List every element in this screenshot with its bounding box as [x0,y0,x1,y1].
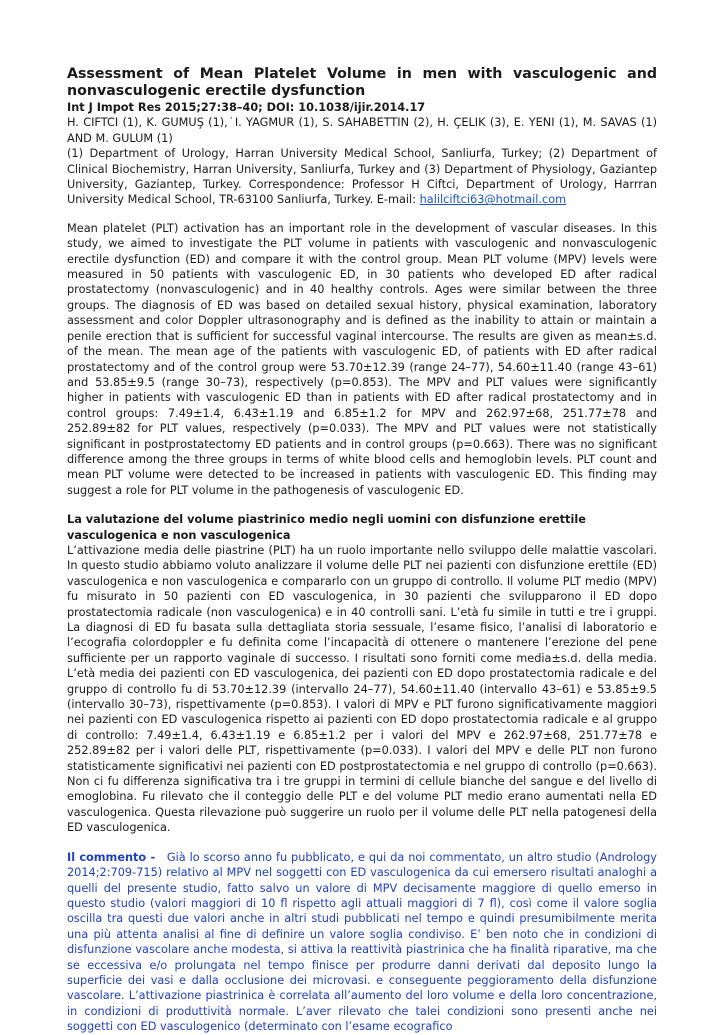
abstract-english: Mean platelet (PLT) activation has an important role in the development of vascular diseases. In this study, we aimed to investigate the PLT volume in patients with vasculogenic and nonvasculogenic erectile dysfunction (ED) and compare it with the control group. Mean PLT volume (MPV) levels were measured in 50 patients with vasculogenic ED, in 30 patients who developed ED after radical prostatectomy (nonvasculogenic) and in 40 healthy controls. Ages were similar between the three groups. The diagnosis of ED was based on detailed sexual history, physical examination, laboratory assessment and color Doppler ultrasonography and is defined as the inability to attain or maintain a penile erection that is sufficient for successful vaginal intercourse. The results are given as mean±s.d. of the mean. The mean age of the patients with vasculogenic ED, of patients with ED after radical prostatectomy and of the control group were 53.70±12.39 (range 24–77), 54.60±11.40 (range 43–61) and 53.85±9.5 (range 30–73), respectively (p=0.853). The MPV and PLT values were significantly higher in patients with vasculogenic ED than in patients with ED after radical prostatectomy and in control groups: 7.49±1.4, 6.43±1.19 and 6.85±1.2 for MPV and 262.97±68, 251.77±78 and 252.89±82 for PLT values, respectively (p=0.033). The MPV and PLT values were not statistically significant in postprostatectomy ED patients and in control groups (p=0.663). There was no significant difference among the three groups in terms of white blood cells and hemoglobin levels. PLT count and mean PLT volume were detected to be increased in patients with vasculogenic ED. This finding may suggest a role for PLT volume in the pathogenesis of vasculogenic ED. [67,221,657,497]
italian-abstract: L’attivazione media delle piastrine (PLT) ha un ruolo importante nello sviluppo delle malattie vascolari. In questo studio abbiamo voluto analizzare il volume delle PLT nei pazienti con disfunzione erettile (ED) vasculogenica e non vasculogenica e compararlo con un gruppo di controllo. Il volume PLT medio (MPV) fu misurato in 50 pazienti con ED vasculogenica, in 30 pazienti che svilupparono il ED dopo prostatectomia radicale (non vasculogenica) e in 40 controlli sani. L’età fu simile in tutti e tre i gruppi. La diagnosi di ED fu basata sulla dettagliata storia sessuale, l’esame fisico, l’analisi di laboratorio e l’ecografia colordoppler e fu definita come l’incapacità di ottenere o mantenere l’erezione del pene sufficiente per un rapporto vaginale di successo. I risultati sono forniti come media±s.d. della media. L’età media dei pazienti con ED vasculogenica, dei pazienti con ED dopo prostatectomia radicale e del gruppo di controllo fu di 53.70±12.39 (intervallo 24–77), 54.60±11.40 (intervallo 43–61) e 53.85±9.5 (intervallo 30–73), rispettivamente (p=0.853). I valori di MPV e PLT furono significativamente maggiori nei pazienti con ED vasculogenica rispetto ai pazienti con ED dopo prostatectomia radicale e al gruppo di controllo: 7.49±1.4, 6.43±1.19 e 6.85±1.2 per i valori del MPV e 262.97±68, 251.77±78 e 252.89±82 per i valori delle PLT, rispettivamente (p=0.033). I valori del MPV e delle PLT non furono statisticamente significativi nei pazienti con ED postprostatectomia e nel gruppo di controllo (p=0.663). Non ci fu differenza significativa tra i tre gruppi in termini di cellule bianche del sangue e del livello di emoglobina. Fu rilevato che il conteggio delle PLT e del volume PLT medio erano aumentati nella ED vasculogenica. Questa rilevazione può suggerire un ruolo per il volume delle PLT nella patogenesi della ED vasculogenica. [67,543,657,835]
article-citation: Int J Impot Res 2015;27:38–40; DOI: 10.1038/ijir.2014.17 [67,101,426,114]
italian-title: La valutazione del volume piastrinico medio negli uomini con disfunzione erettile vasculogenica e non vasculogenica [67,513,586,542]
comment-section [67,850,657,1035]
article-title: Assessment of Mean Platelet Volume in men with vasculogenic and nonvasculogenic erectile dysfunction [67,66,657,99]
email-link[interactable]: halilciftci63@hotmail.com [419,193,567,207]
affiliations-text: (1) Department of Urology, Harran University Medical School, Sanliurfa, Turkey; (2) Department of Clinical Biochemistry, Harran University, Sanliurfa, Turkey and (3) Department of Physiology, Gaziantep University, Gaziantep, Turkey. Correspondence: Professor H Ciftci, Department of Urology, Harrran University Medical School, TR-63100 Sanliurfa, Turkey. E-mail: [67,147,657,207]
comment-text: Già lo scorso anno fu pubblicato, e qui da noi commentato, un altro studio (Andrology 2014;2:709-715) relativo al MPV nel soggetti con ED vasculogenica da cui emersero risultati analoghi a quelli del presente studio, fatto salvo un valore di MPV decisamente maggiore di quello emerso in questo studio (valori maggiori di 10 fl rispetto agli attuali maggiori di 7 fl), così come il valore soglia oscilla tra questi due valori anche in altri studi pubblicati nel tempo e quindi presumibilmente merita una più attenta analisi al fine di definire un valore soglia condiviso. E’ ben noto che in condizioni di disfunzione vascolare anche modesta, si attiva la reattività piastrinica che ha finalità riparative, ma che se eccessiva e/o prolungata nel tempo finisce per produrre danni derivati dal deposito lungo la superficie dei vasi e dalla occlusione dei microvasi. e conseguente peggioramento della disfunzione vascolare. L’attivazione piastrinica è correlata all’aumento del loro volume e della loro concentrazione, in condizioni di produttività normale. L’aver rilevato che talei condizioni sono presenti anche nei soggetti con ED vasculogenico (determinato con l’esame ecografico [67,850,657,1034]
document-page [67,66,657,1035]
article-affiliations [67,146,657,208]
article-authors: H. CIFTCI (1), K. GUMUŞ (1),˙I. YAGMUR (1), S. SAHABETTIN (2), H. ÇELIK (3), E. YENI (1), M. SAVAS (1) AND M. GULUM (1) [67,116,657,145]
comment-label: Il commento - [67,850,156,864]
